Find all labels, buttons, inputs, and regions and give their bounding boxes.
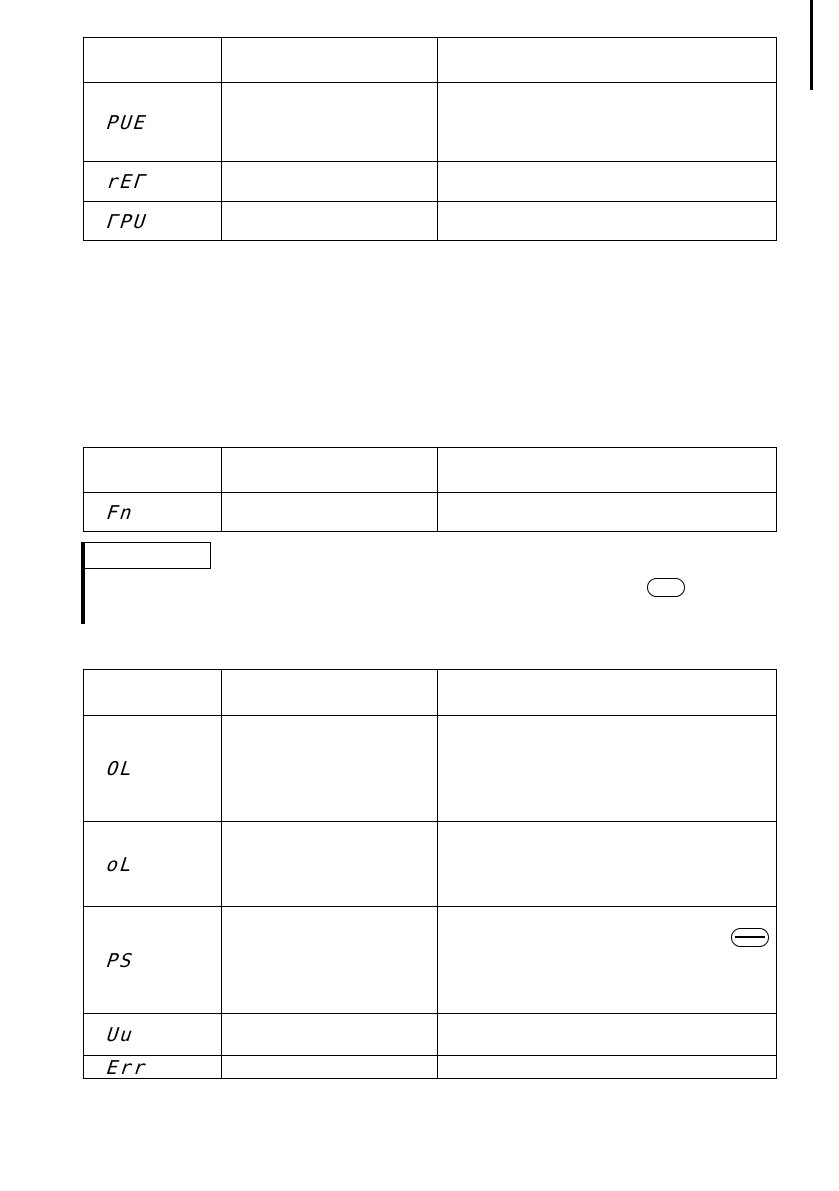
table-cell [222, 162, 438, 202]
error-table-2 [83, 447, 777, 532]
display-code [74, 822, 230, 907]
header-cell [222, 38, 438, 83]
table-row [84, 1014, 777, 1056]
table-cell [438, 1056, 777, 1079]
display-code [79, 162, 226, 202]
table-cell [222, 907, 438, 1014]
header-cell [84, 448, 222, 493]
table-cell [438, 493, 777, 532]
table-cell [222, 83, 438, 162]
display-code [79, 202, 225, 241]
display-code [72, 716, 233, 822]
header-cell [438, 670, 777, 716]
table-row [84, 1056, 777, 1079]
table-cell [438, 716, 777, 822]
table-row [84, 716, 777, 822]
minus-key-icon [731, 928, 769, 947]
key-button-icon [647, 578, 685, 597]
header-cell [84, 670, 222, 716]
table-header-row [84, 670, 777, 716]
table-cell [222, 1014, 438, 1056]
header-cell [438, 448, 777, 493]
table-cell [438, 1014, 777, 1056]
table-row [84, 493, 777, 532]
table-cell [222, 202, 438, 241]
table-row [84, 83, 777, 162]
header-cell [438, 38, 777, 83]
header-cell [222, 448, 438, 493]
error-table-1 [83, 37, 777, 241]
display-code [75, 83, 230, 162]
table-header-row [84, 448, 777, 493]
margin-bar [810, 0, 813, 90]
table-cell [438, 202, 777, 241]
table-row [84, 822, 777, 907]
table-cell [438, 907, 777, 1014]
note-label-box [85, 542, 211, 569]
code-text: ΓPU [102, 210, 150, 232]
table-row [84, 907, 777, 1014]
display-code [79, 1014, 226, 1056]
header-cell [222, 670, 438, 716]
table-row [84, 162, 777, 202]
error-table-3 [83, 669, 777, 1079]
code-text: rEΓ [102, 170, 150, 193]
code-text: PUE [102, 111, 150, 133]
table-cell [222, 493, 438, 532]
table-cell [222, 716, 438, 822]
table-cell [438, 822, 777, 907]
code-text: PS [102, 949, 137, 971]
code-text: Fn [102, 501, 137, 523]
header-cell [84, 38, 222, 83]
code-text: Err [102, 1056, 150, 1078]
code-text: Uu [102, 1023, 137, 1046]
code-text: OL [102, 757, 137, 780]
table-cell [438, 83, 777, 162]
table-row [84, 202, 777, 241]
display-code [79, 493, 225, 532]
table-cell [222, 1056, 438, 1079]
table-cell [222, 822, 438, 907]
display-code [81, 1056, 224, 1079]
display-code [72, 907, 233, 1014]
code-text: oL [102, 853, 137, 875]
table-cell [438, 162, 777, 202]
table-header-row [84, 38, 777, 83]
